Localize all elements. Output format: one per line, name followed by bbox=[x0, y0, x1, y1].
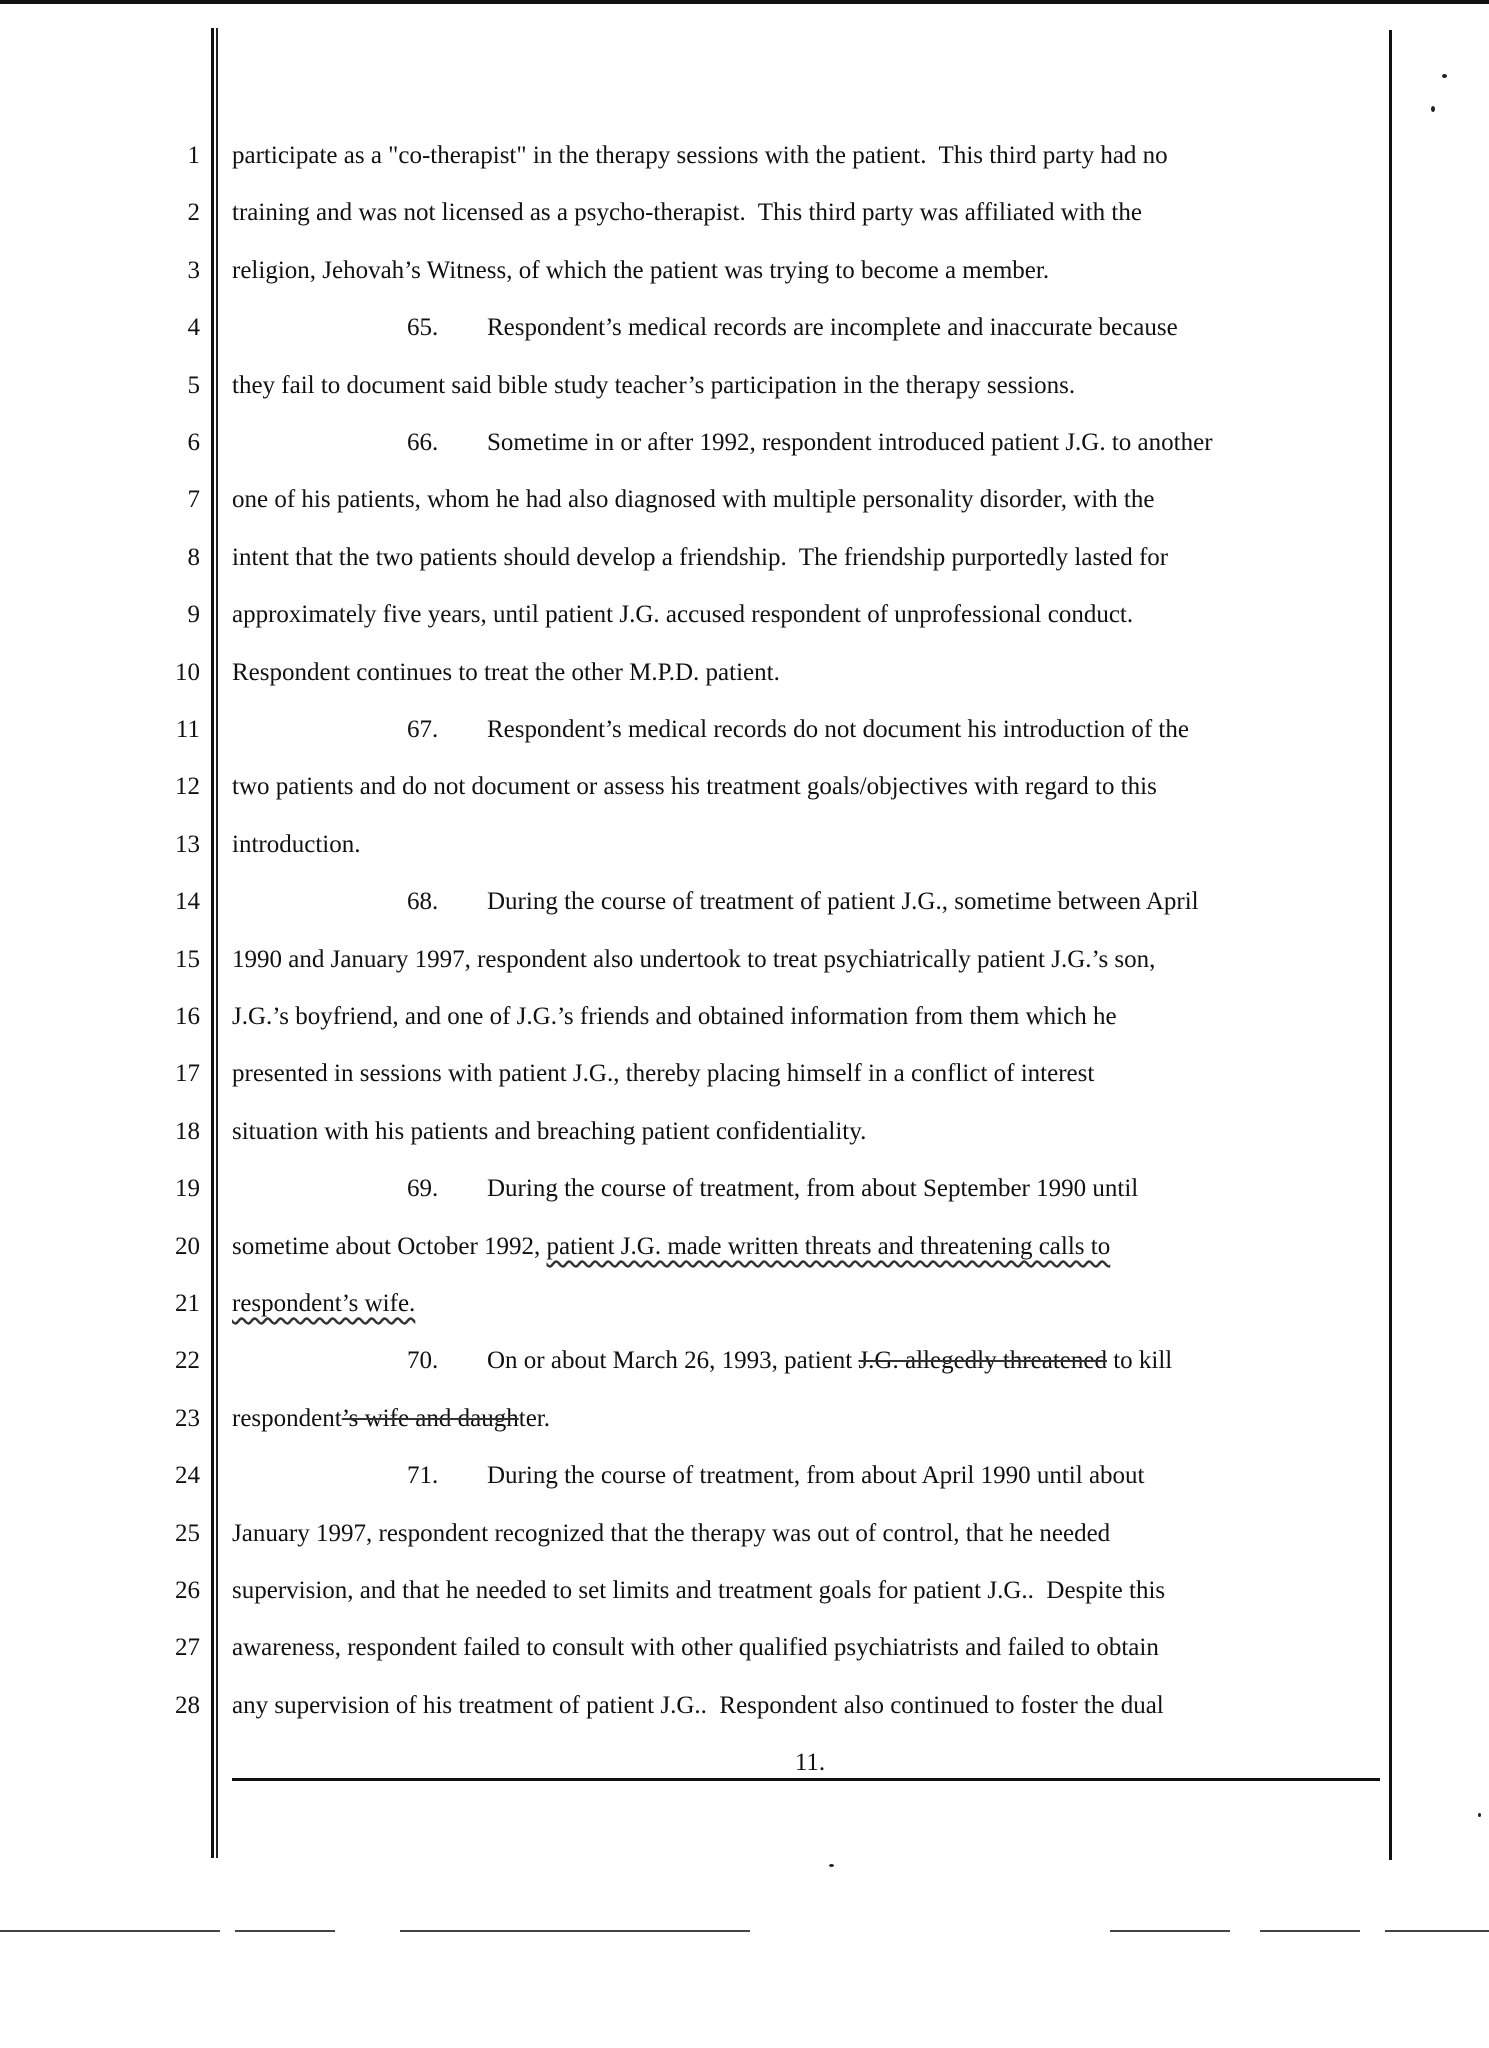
scan-speck bbox=[829, 1864, 834, 1867]
line-number: 7 bbox=[187, 486, 200, 513]
paragraph-number: 70. bbox=[407, 1347, 439, 1374]
scan-artifact-line bbox=[1385, 1930, 1489, 1932]
body-text: During the course of treatment, from about April 1990 until about bbox=[487, 1462, 1145, 1489]
right-margin-rule bbox=[1389, 30, 1392, 1860]
paragraph-number: 66. bbox=[407, 429, 439, 456]
line-number: 28 bbox=[175, 1692, 200, 1719]
handwritten-underline-text: patient J.G. made written threats and threatening calls to bbox=[546, 1233, 1111, 1260]
paragraph-number: 67. bbox=[407, 716, 439, 743]
line-number: 2 bbox=[187, 199, 200, 226]
body-line: one of his patients, whom he had also diagnosed with multiple personality disorder, with the bbox=[232, 486, 1155, 513]
line-number: 9 bbox=[187, 601, 200, 628]
line-number: 13 bbox=[175, 831, 200, 858]
paragraph-65-start bbox=[232, 313, 1178, 343]
body-line: J.G.’s boyfriend, and one of J.G.’s friends and obtained information from them which he bbox=[232, 1003, 1117, 1030]
paragraph-number: 69. bbox=[407, 1175, 439, 1202]
line-number: 21 bbox=[175, 1290, 200, 1317]
scan-artifact-line bbox=[400, 1930, 750, 1932]
scan-speck bbox=[1478, 1813, 1481, 1817]
struck-through-text: J.G. allegedly threatened bbox=[858, 1347, 1107, 1374]
line-number: 18 bbox=[175, 1118, 200, 1145]
line-number: 11 bbox=[175, 716, 200, 743]
paragraph-68-start bbox=[232, 887, 1199, 917]
scan-artifact-line bbox=[1260, 1930, 1360, 1932]
line-number: 15 bbox=[175, 946, 200, 973]
body-line bbox=[232, 1232, 1110, 1262]
body-line: any supervision of his treatment of patient J.G.. Respondent also continued to foster the dual bbox=[232, 1692, 1164, 1719]
paragraph-70-start bbox=[232, 1346, 1172, 1376]
body-line: supervision, and that he needed to set limits and treatment goals for patient J.G.. Despite this bbox=[232, 1577, 1166, 1604]
scan-top-border bbox=[0, 0, 1489, 4]
line-number: 22 bbox=[175, 1347, 200, 1374]
body-line bbox=[232, 1289, 415, 1319]
line-number: 12 bbox=[175, 773, 200, 800]
paragraph-number: 68. bbox=[407, 888, 439, 915]
body-line bbox=[232, 1404, 550, 1434]
left-margin-rule bbox=[211, 28, 214, 1858]
body-line: presented in sessions with patient J.G., thereby placing himself in a conflict of interest bbox=[232, 1060, 1095, 1087]
body-line: January 1997, respondent recognized that the therapy was out of control, that he needed bbox=[232, 1520, 1111, 1547]
line-number: 3 bbox=[187, 257, 200, 284]
line-number: 5 bbox=[187, 372, 200, 399]
line-number: 24 bbox=[175, 1462, 200, 1489]
scan-speck bbox=[1442, 74, 1447, 78]
body-text: During the course of treatment of patient J.G., sometime between April bbox=[487, 888, 1199, 915]
body-text: Sometime in or after 1992, respondent introduced patient J.G. to another bbox=[487, 429, 1213, 456]
line-number: 26 bbox=[175, 1577, 200, 1604]
body-text: to kill bbox=[1106, 1347, 1173, 1374]
paragraph-number: 71. bbox=[407, 1462, 439, 1489]
scan-artifact-line bbox=[0, 1930, 220, 1932]
body-text: respondent bbox=[232, 1405, 342, 1432]
body-line: participate as a "co-therapist" in the therapy sessions with the patient. This third party had no bbox=[232, 142, 1168, 169]
body-line: religion, Jehovah’s Witness, of which the patient was trying to become a member. bbox=[232, 257, 1050, 284]
handwritten-underline-text: respondent’s wife. bbox=[232, 1290, 416, 1317]
body-text: On or about March 26, 1993, patient bbox=[487, 1347, 859, 1374]
body-text: Respondent’s medical records do not document his introduction of the bbox=[487, 716, 1189, 743]
scan-artifact-line bbox=[1110, 1930, 1230, 1932]
line-number: 1 bbox=[187, 142, 200, 169]
paragraph-67-start bbox=[232, 715, 1189, 745]
paragraph-69-start bbox=[232, 1174, 1138, 1204]
line-number: 6 bbox=[187, 429, 200, 456]
line-number: 10 bbox=[175, 659, 200, 686]
body-line: intent that the two patients should develop a friendship. The friendship purportedly lasted for bbox=[232, 544, 1169, 571]
line-number: 14 bbox=[175, 888, 200, 915]
scan-speck bbox=[1431, 106, 1435, 112]
body-line: awareness, respondent failed to consult with other qualified psychiatrists and failed to obtain bbox=[232, 1634, 1159, 1661]
line-number: 25 bbox=[175, 1520, 200, 1547]
body-line: situation with his patients and breaching patient confidentiality. bbox=[232, 1118, 867, 1145]
body-line: approximately five years, until patient J.G. accused respondent of unprofessional conduct. bbox=[232, 601, 1134, 628]
body-text: During the course of treatment, from about September 1990 until bbox=[487, 1175, 1139, 1202]
body-line: 1990 and January 1997, respondent also undertook to treat psychiatrically patient J.G.’s son, bbox=[232, 946, 1156, 973]
line-number: 17 bbox=[175, 1060, 200, 1087]
line-number: 20 bbox=[175, 1233, 200, 1260]
body-line: two patients and do not document or assess his treatment goals/objectives with regard to this bbox=[232, 773, 1157, 800]
body-line: they fail to document said bible study teacher’s participation in the therapy sessions. bbox=[232, 372, 1076, 399]
scan-artifact-line bbox=[235, 1930, 335, 1932]
left-margin-rule-inner bbox=[216, 28, 218, 1858]
page-number: 11. bbox=[794, 1749, 826, 1776]
line-number: 8 bbox=[187, 544, 200, 571]
line-number: 27 bbox=[175, 1634, 200, 1661]
line-number: 16 bbox=[175, 1003, 200, 1030]
struck-through-text: ’s wife and daugh bbox=[341, 1405, 519, 1432]
footer-rule bbox=[232, 1778, 1380, 1781]
paragraph-number: 65. bbox=[407, 314, 439, 341]
paragraph-66-start bbox=[232, 428, 1213, 458]
body-line: training and was not licensed as a psycho-therapist. This third party was affiliated with the bbox=[232, 199, 1142, 226]
body-text: sometime about October 1992, bbox=[232, 1233, 547, 1260]
body-text: ter. bbox=[518, 1405, 550, 1432]
body-text: Respondent’s medical records are incomplete and inaccurate because bbox=[487, 314, 1178, 341]
body-line: introduction. bbox=[232, 831, 361, 858]
line-number: 23 bbox=[175, 1405, 200, 1432]
line-number: 4 bbox=[187, 314, 200, 341]
body-line: Respondent continues to treat the other M.P.D. patient. bbox=[232, 659, 780, 686]
line-number: 19 bbox=[175, 1175, 200, 1202]
paragraph-71-start bbox=[232, 1461, 1145, 1491]
